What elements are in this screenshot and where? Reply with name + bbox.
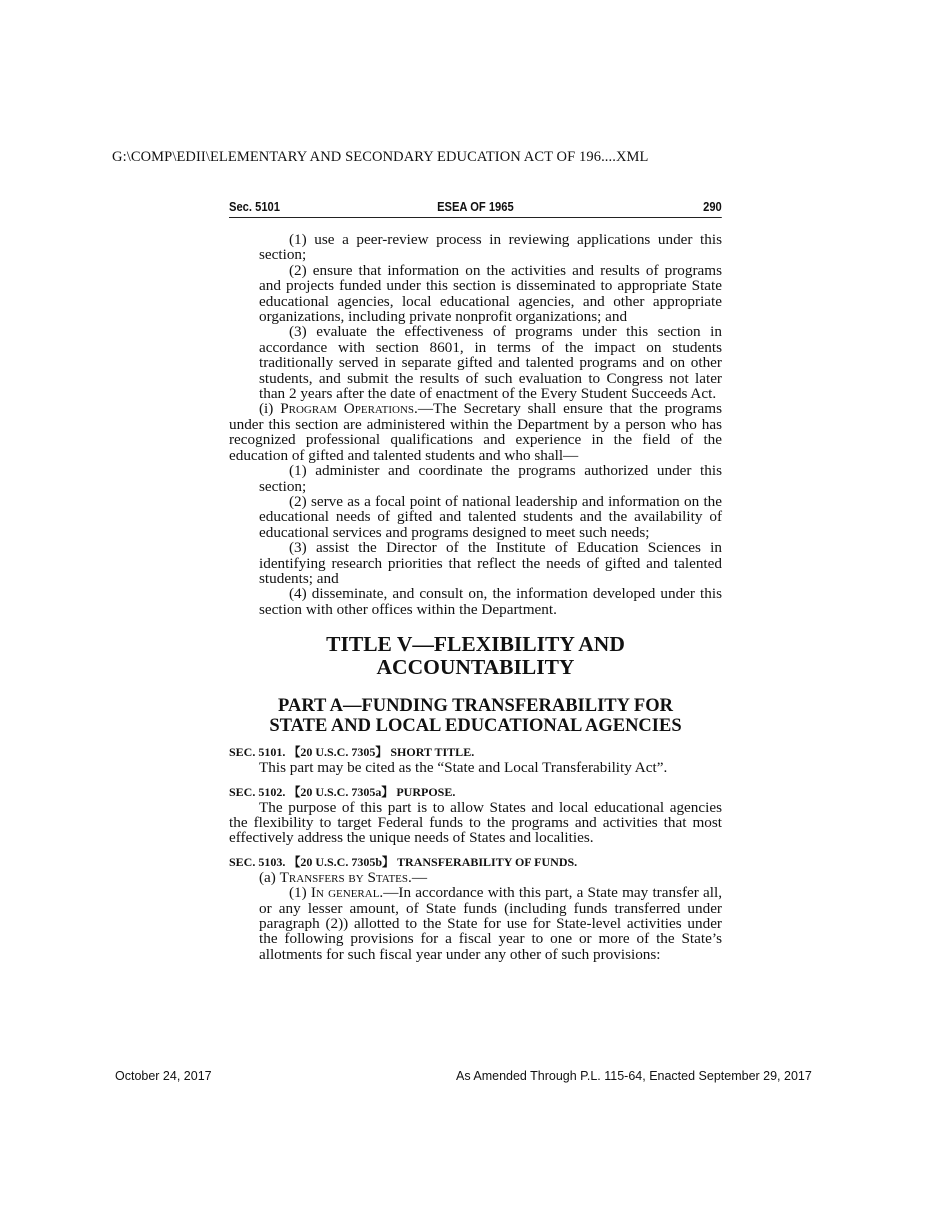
- paragraph-i3: (3) assist the Director of the Institute of Education Sciences in identifying research priorities that reflect the needs of gifted and talented students; and: [259, 539, 722, 587]
- section-number: Sec. 5101: [229, 199, 280, 214]
- sec-5103-a: [229, 870, 722, 885]
- act-name: ESEA OF 1965: [437, 199, 514, 214]
- subsection-i-label: (i): [259, 400, 281, 418]
- paragraph-i1: (1) administer and coordinate the programs authorized under this section;: [259, 462, 722, 495]
- part-heading: [229, 696, 722, 736]
- sec-5102-heading: SEC. 5102. 【20 U.S.C. 7305a】 PURPOSE.: [229, 784, 456, 799]
- subsection-i: [229, 401, 722, 463]
- sec-5103-a-label: (a): [259, 868, 280, 886]
- page-body: [229, 232, 722, 962]
- sec-5103-a-heading: Transfers by States: [279, 868, 409, 886]
- footer-date: October 24, 2017: [115, 1069, 212, 1083]
- sec-5103-a-text: .—: [408, 868, 427, 886]
- paragraph-h3: (3) evaluate the effectiveness of programs under this section in accordance with section 8601, in terms of the impact on students traditionally served in separate gifted and talented programs and on other students, and submit the results of such evaluation to Congress not later than 2 years after the date of enactment of the Every Student Succeeds Act.: [259, 323, 722, 403]
- sec-5103-a1-heading: In general: [310, 884, 380, 902]
- running-head: [229, 197, 722, 218]
- sec-5103-heading: SEC. 5103. 【20 U.S.C. 7305b】 TRANSFERABILITY OF FUNDS.: [229, 854, 578, 869]
- sec-5103-a1-text: .—In accordance with this part, a State may transfer all, or any lesser amount, of State funds (including funds transferred under paragraph (2)) allotted to the State for use for State-level activities under the following provisions for a fiscal year to one or more of the State’s allotments for such fiscal year under any other of such provisions:: [259, 884, 722, 963]
- page-number: 290: [703, 199, 722, 214]
- paragraph-h2: (2) ensure that information on the activities and results of programs and projects funded under this section is disseminated to appropriate State educational agencies, local educational agencies, and other appropriate organizations, including private nonprofit organizations; and: [259, 261, 722, 326]
- subsection-i-heading: Program Operations: [280, 400, 415, 418]
- sec-5103-a1: [229, 885, 722, 962]
- subsection-i-text: .—The Secretary shall ensure that the programs under this section are administered within the Department by a person who has recognized professional qualifications and experience in the field of the education of gifted and talented students and who shall—: [229, 400, 722, 464]
- sec-5101-text: This part may be cited as the “State and Local Transferability Act”.: [259, 759, 668, 777]
- paragraph-i2: (2) serve as a focal point of national leadership and information on the educational needs of gifted and talented students and the availability of educational services and programs designed to meet such needs;: [259, 492, 722, 541]
- sec-5103-a1-label: (1): [289, 884, 311, 902]
- paragraph-h1: (1) use a peer-review process in reviewing applications under this section;: [259, 231, 722, 264]
- sec-5102-text: The purpose of this part is to allow States and local educational agencies the flexibility to target Federal funds to the programs and activities that most effectively address the unique needs of States and localities.: [229, 798, 722, 847]
- footer-amended: As Amended Through P.L. 115-64, Enacted September 29, 2017: [456, 1069, 812, 1083]
- title-line-2: ACCOUNTABILITY: [376, 655, 575, 680]
- paragraph-i4: (4) disseminate, and consult on, the information developed under this section with other offices within the Department.: [259, 585, 722, 618]
- sec-5101-heading: SEC. 5101. 【20 U.S.C. 7305】 SHORT TITLE.: [229, 745, 475, 760]
- file-path: G:\COMP\EDII\ELEMENTARY AND SECONDARY EDUCATION ACT OF 196....XML: [112, 149, 649, 165]
- part-line-2: STATE AND LOCAL EDUCATIONAL AGENCIES: [269, 716, 682, 737]
- title-heading: [229, 633, 722, 679]
- part-line-1: PART A—FUNDING TRANSFERABILITY FOR: [278, 696, 673, 717]
- title-line-1: TITLE V—FLEXIBILITY AND: [326, 632, 625, 657]
